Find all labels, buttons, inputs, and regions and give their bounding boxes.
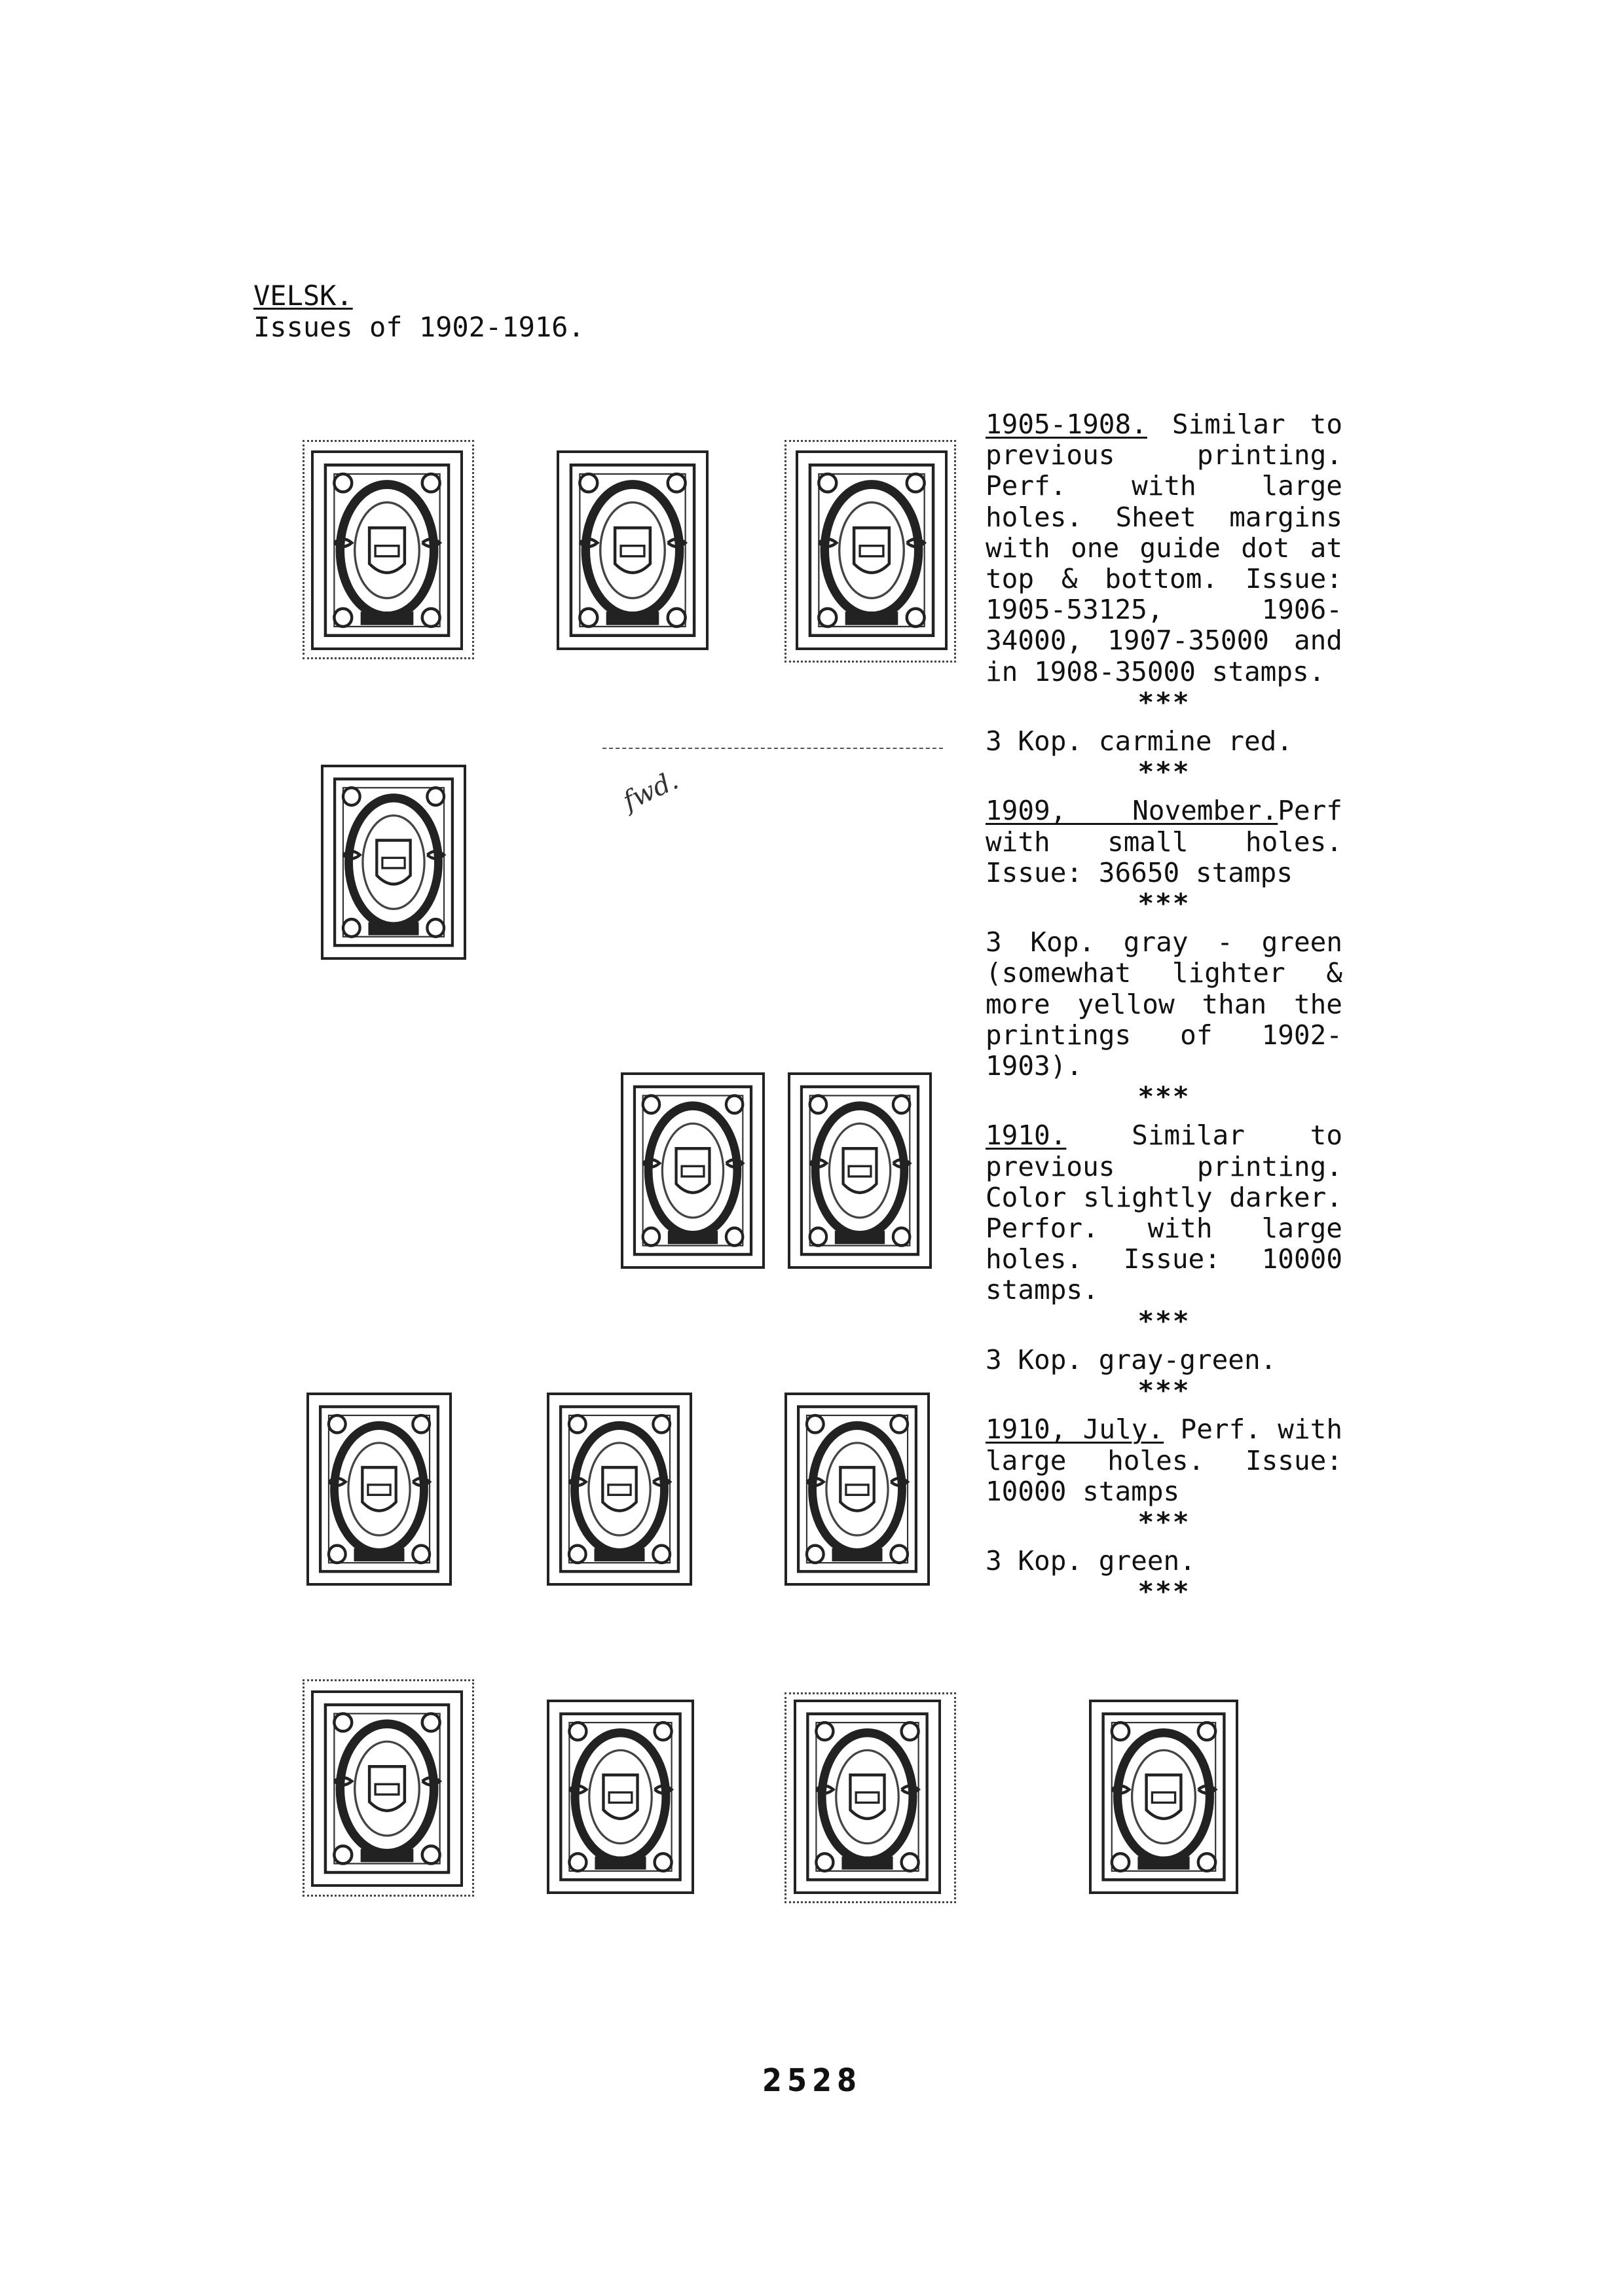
place-title: VELSK. <box>253 280 353 312</box>
entry-text: Perf with small holes. Issue: 36650 stamps <box>986 795 1342 888</box>
pencil-note: fwd. <box>618 765 684 817</box>
stamp-image <box>547 1700 694 1894</box>
page-heading <box>253 280 585 343</box>
separator: *** <box>1137 1576 1190 1608</box>
stamp-image <box>547 1393 692 1586</box>
color-note-1: 3 Kop. carmine red. <box>986 725 1293 757</box>
stamp-image <box>321 765 466 960</box>
entry-text: Similar to previous printing. Color slightly darker. Perfor. with large holes. Issue: 10000 stamps. <box>986 1120 1343 1306</box>
entry-date: 1910. <box>986 1120 1067 1152</box>
stamp-image <box>621 1072 765 1269</box>
color-note-4: 3 Kop. green. <box>986 1545 1196 1577</box>
entry-issue: Issue: 1905-53125, 1906-34000, 1907-35000 and in 1908-35000 stamps. <box>986 563 1342 687</box>
entry-text: Similar to previous printing. Perf. with large holes. Sheet margins with one guide dot at top & bottom. <box>986 409 1342 595</box>
color-note-3: 3 Kop. gray-green. <box>986 1343 1277 1376</box>
page-number: 2528 <box>762 2062 862 2099</box>
stamp-artwork <box>314 453 460 647</box>
description-column <box>986 409 1342 1608</box>
separator: *** <box>1137 756 1190 788</box>
color-note-2: 3 Kop. gray - green (somewhat lighter & more yellow than the printings of 1902-1903). <box>986 926 1342 1082</box>
separator: *** <box>1137 888 1190 920</box>
stamp-artwork <box>787 1395 927 1583</box>
entry-date: 1909, November. <box>986 795 1278 827</box>
stamp-artwork <box>623 1075 762 1266</box>
entry-text: Perf. with large holes. Issue: 10000 stamps <box>986 1413 1343 1507</box>
stamp-artwork <box>796 1702 938 1891</box>
issues-subtitle: Issues of 1902-1916. <box>253 311 585 343</box>
stamp-image <box>306 1393 452 1586</box>
separator: *** <box>1137 1375 1190 1407</box>
entry-date: 1910, July. <box>986 1413 1164 1446</box>
stamp-artwork <box>1092 1702 1236 1891</box>
entry-1905-1908 <box>986 409 1342 687</box>
entry-1909 <box>986 795 1342 888</box>
stamp-image <box>794 1700 941 1894</box>
stamp-artwork <box>323 767 464 957</box>
separator: *** <box>1137 1506 1190 1538</box>
stamp-image <box>311 1690 463 1887</box>
stamp-image <box>311 450 463 650</box>
divider-line <box>602 748 943 749</box>
entry-date: 1905-1908. <box>986 409 1147 440</box>
stamp-image <box>784 1393 930 1586</box>
separator: *** <box>1137 686 1190 718</box>
stamp-artwork <box>549 1702 692 1891</box>
separator: *** <box>1137 1081 1190 1113</box>
stamp-artwork <box>790 1075 929 1266</box>
entry-1910-july <box>986 1414 1342 1507</box>
stamp-artwork <box>309 1395 449 1583</box>
stamp-image <box>796 450 948 650</box>
entry-1910 <box>986 1120 1342 1305</box>
stamp-image <box>557 450 709 650</box>
stamp-image <box>788 1072 932 1269</box>
separator: *** <box>1137 1305 1190 1337</box>
stamp-artwork <box>798 453 945 647</box>
stamp-artwork <box>559 453 706 647</box>
stamp-artwork <box>549 1395 690 1583</box>
stamp-artwork <box>314 1693 460 1884</box>
stamp-image <box>1089 1700 1238 1894</box>
